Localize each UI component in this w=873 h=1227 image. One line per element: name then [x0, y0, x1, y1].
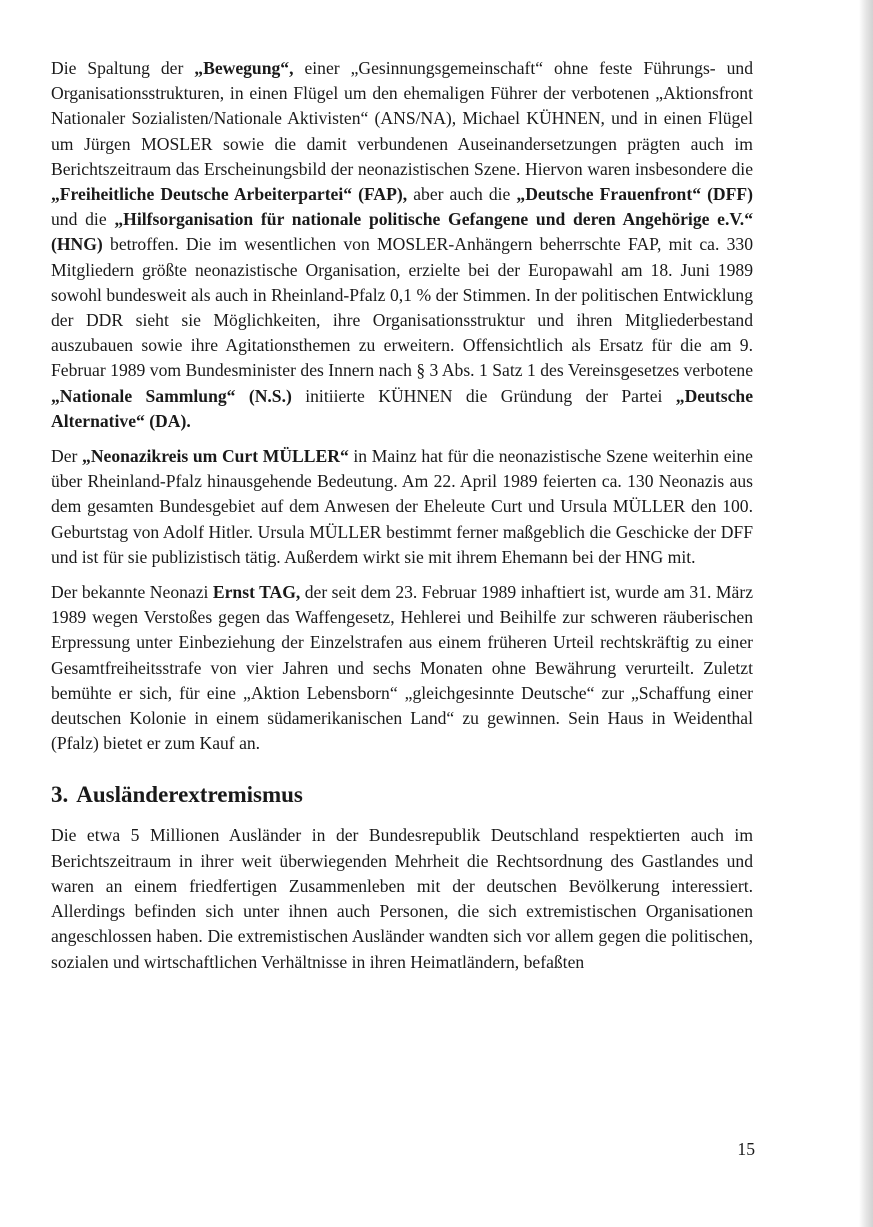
paragraph-ernst-tag: Der bekannte Neonazi Ernst TAG, der seit dem 23. Februar 1989 inhaftiert ist, wurde am 31. März 1989 wegen Verstoßes gegen das Waffengesetz, Hehlerei und Beihilfe zur schweren räuberischen Erpressung unter Einbeziehung der Einzelstrafen aus einem früheren Urteil rechtskräftig zu einer Gesamtfreiheitsstrafe von vier Jahren und sechs Monaten ohne Bewährung verurteilt. Zuletzt bemühte er sich, für eine „Aktion Lebensborn“ „gleichgesinnte Deutsche“ zur „Schaffung einer deutschen Kolonie in einem südamerikanischen Land“ zu gewinnen. Sein Haus in Weidenthal (Pfalz) bietet er zum Kauf an.	[51, 582, 753, 754]
paragraph-neonazikreis-mueller: Der „Neonazikreis um Curt MÜLLER“ in Mainz hat für die neonazistische Szene weiterhin eine über Rheinland-Pfalz hinausgehende Bedeutung. Am 22. April 1989 feierten ca. 130 Neonazis aus dem gesamten Bundesgebiet auf dem Anwesen der Eheleute Curt und Ursula MÜLLER den 100. Geburtstag von Adolf Hitler. Ursula MÜLLER bestimmt ferner maßgeblich die Geschicke der DFF und ist für sie publizistisch tätig. Außerdem wirkt sie mit ihrem Ehemann bei der HNG mit.	[51, 446, 753, 567]
bold-term: „Bewegung“,	[194, 58, 294, 78]
page-number: 15	[737, 1139, 755, 1159]
bold-term: „Neonazikreis um Curt MÜLLER“	[82, 446, 349, 467]
bold-term: „Nationale Sammlung“ (N.S.)	[51, 385, 292, 406]
bold-term: Ernst TAG,	[212, 582, 301, 603]
document-page	[51, 56, 753, 975]
bold-term: „Freiheitliche Deutsche Arbeiterpartei“ (FAP),	[51, 184, 408, 205]
section-heading	[51, 780, 753, 810]
paragraph-auslaenderextremismus: Die etwa 5 Millionen Ausländer in der Bundesrepublik Deutschland respektierten auch im Berichtszeitraum in ihrer weit überwiegenden Mehrheit die Rechtsordnung des Gastlandes und waren an einem friedfertigen Zusammenleben mit der deutschen Bevölkerung interessiert. Allerdings befinden sich unter ihnen auch Personen, die sich extremistischen Organisationen angeschlossen haben. Die extremistischen Ausländer wandten sich vor allem gegen die politischen, sozialen und wirtschaftlichen Verhältnisse in ihren Heimatländern, befaßten	[51, 825, 753, 972]
page-edge-shadow	[859, 0, 873, 1227]
bold-term: „Deutsche Alternative“ (DA).	[51, 385, 754, 431]
section-title: Ausländerextremismus	[76, 782, 303, 808]
bold-term: „Hilfsorganisation für nationale politische Gefangene und deren Angehörige e.V.“ (HNG)	[51, 209, 754, 255]
section-number: 3.	[51, 782, 69, 808]
paragraph-neonazi-split: Die Spaltung der „Bewegung“, einer „Gesinnungsgemeinschaft“ ohne feste Führungs- und Organisationsstrukturen, in einen Flügel um den ehemaligen Führer der verbotenen „Aktionsfront Nationaler Sozialisten/Nationale Aktivisten“ (ANS/NA), Michael KÜHNEN, und in einen Flügel um Jürgen MOSLER sowie die damit verbundenen Auseinandersetzungen prägten auch im Berichtszeitraum das Erscheinungsbild der neonazistischen Szene. Hiervon waren insbesondere die „Freiheitliche Deutsche Arbeiterpartei“ (FAP), aber auch die „Deutsche Frauenfront“ (DFF) und die „Hilfsorganisation für nationale politische Gefangene und deren Angehörige e.V.“ (HNG) betroffen. Die im wesentlichen von MOSLER-Anhängern beherrschte FAP, mit ca. 330 Mitgliedern größte neonazistische Organisation, erzielte bei der Europawahl am 18. Juni 1989 sowohl bundesweit als auch in Rheinland-Pfalz 0,1 % der Stimmen. In der politischen Entwicklung der DDR sieht sie Möglichkeiten, ihre Organisationsstruktur und ihren Mitgliederbestand auszubauen sowie ihre Agitationsthemen zu erweitern. Offensichtlich als Ersatz für die am 9. Februar 1989 vom Bundesminister des Innern nach § 3 Abs. 1 Satz 1 des Vereinsgesetzes verbotene „Nationale Sammlung“ (N.S.) initiierte KÜHNEN die Gründung der Partei „Deutsche Alternative“ (DA).	[51, 58, 754, 431]
bold-term: „Deutsche Frauenfront“ (DFF)	[516, 184, 753, 205]
